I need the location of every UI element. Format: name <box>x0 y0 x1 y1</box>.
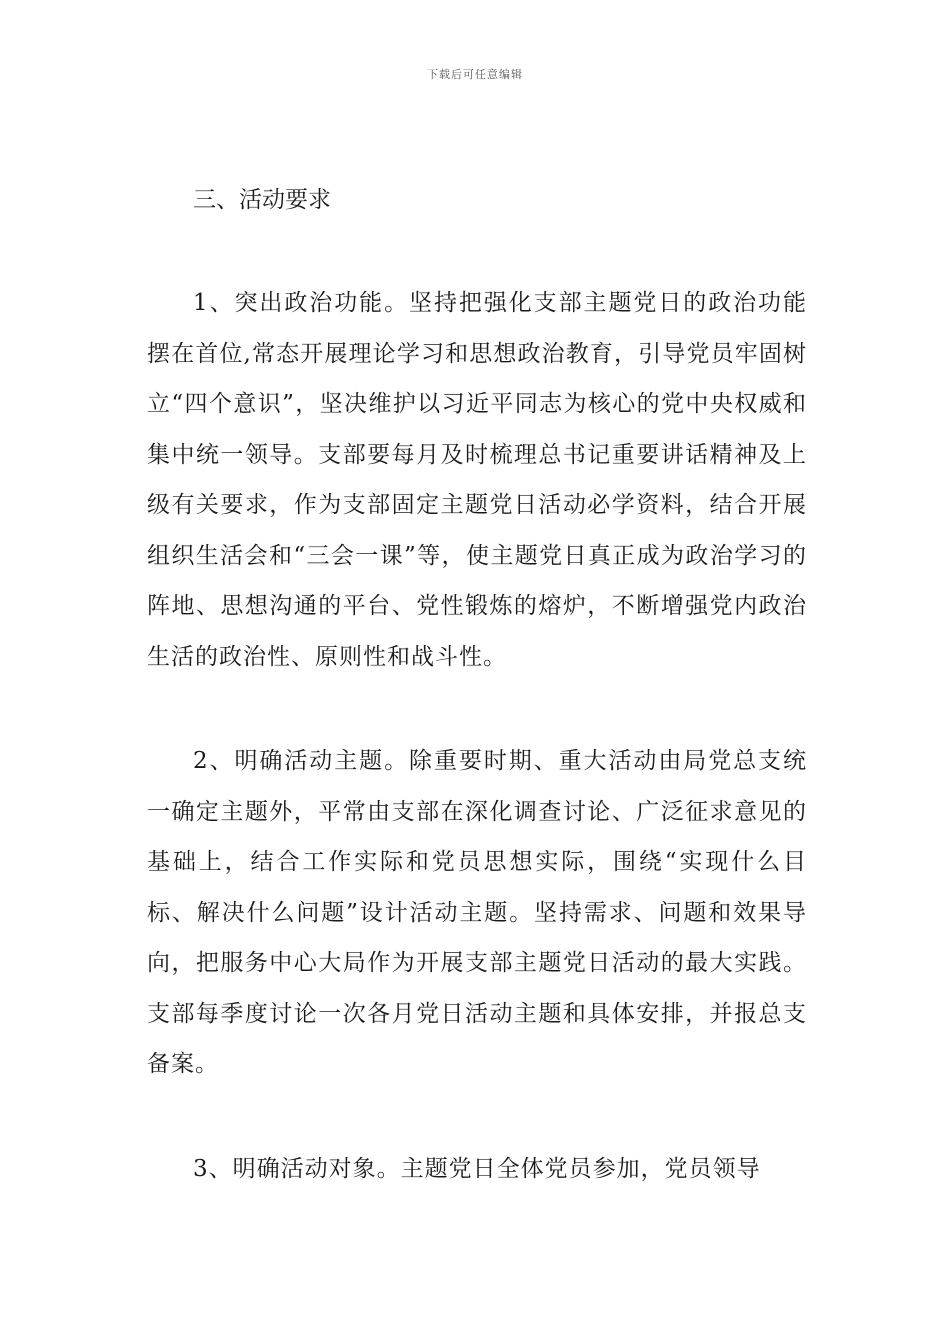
document-body <box>147 176 807 1248</box>
paragraph-political-function: 1、突出政治功能。坚持把强化支部主题党日的政治功能摆在首位,常态开展理论学习和思想政治教育，引导党员牢固树立“四个意识”，坚决维护以习近平同志为核心的党中央权威和集中统一领导。支部要每月及时梳理总书记重要讲话精神及上级有关要求，作为支部固定主题党日活动必学资料，结合开展组织生活会和“三会一课”等，使主题党日真正成为政治学习的阵地、思想沟通的平台、党性锻炼的熔炉，不断增强党内政治生活的政治性、原则性和战斗性。 <box>147 290 807 670</box>
page-header: 下载后可任意编辑 <box>427 68 523 81</box>
paragraph-activity-participants: 3、明确活动对象。主题党日全体党员参加，党员领导 <box>193 1155 761 1182</box>
section-heading: 三、活动要求 <box>193 187 331 213</box>
paragraph-activity-theme: 2、明确活动主题。除重要时期、重大活动由局党总支统一确定主题外，平常由支部在深化调查讨论、广泛征求意见的基础上，结合工作实际和党员思想实际，围绕“实现什么目标、解决什么问题”设计活动主题。坚持需求、问题和效果导向，把服务中心大局作为开展支部主题党日活动的最大实践。支部每季度讨论一次各月党日活动主题和具体安排，并报总支备案。 <box>147 748 807 1077</box>
